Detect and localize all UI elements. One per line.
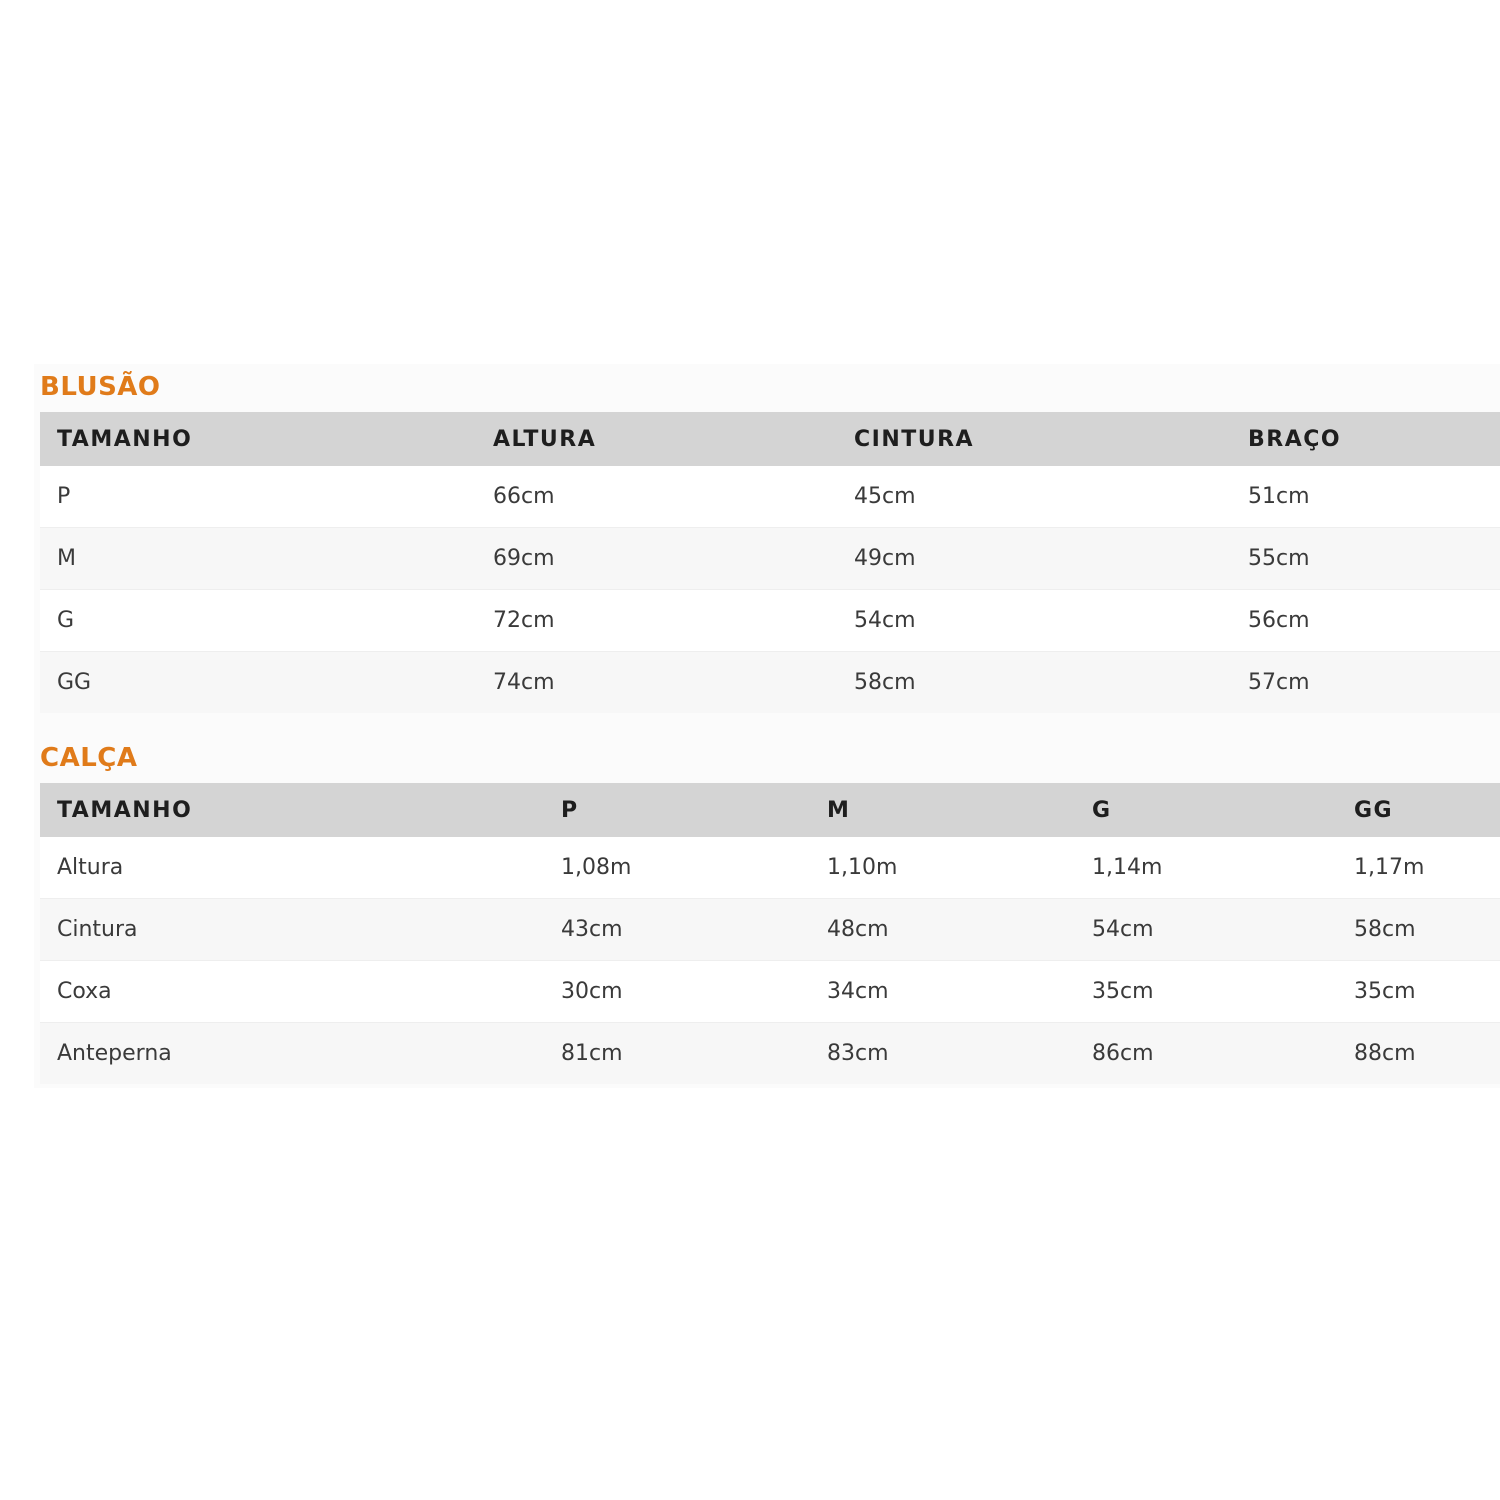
altura-cell: 74cm <box>476 652 837 714</box>
calca-header-g: G <box>1075 783 1337 837</box>
table-row <box>40 1023 1500 1085</box>
altura-cell: 72cm <box>476 590 837 652</box>
blusao-header-tamanho: TAMANHO <box>40 412 476 466</box>
blusao-title: BLUSÃO <box>40 372 161 402</box>
m-cell: 34cm <box>810 961 1075 1023</box>
calca-header-p: P <box>544 783 810 837</box>
cintura-cell: 49cm <box>837 528 1231 590</box>
size-cell: G <box>40 590 476 652</box>
braco-cell: 51cm <box>1231 466 1500 528</box>
table-row <box>40 961 1500 1023</box>
cintura-cell: 54cm <box>837 590 1231 652</box>
table-row <box>40 652 1500 714</box>
calca-header-row <box>40 783 1500 837</box>
calca-header-gg: GG <box>1337 783 1500 837</box>
gg-cell: 58cm <box>1337 899 1500 961</box>
blusao-size-table <box>40 412 1500 713</box>
calca-header-m: M <box>810 783 1075 837</box>
m-cell: 83cm <box>810 1023 1075 1085</box>
p-cell: 1,08m <box>544 837 810 899</box>
size-cell: P <box>40 466 476 528</box>
calca-header-tamanho: TAMANHO <box>40 783 544 837</box>
g-cell: 86cm <box>1075 1023 1337 1085</box>
blusao-header-braco: BRAÇO <box>1231 412 1500 466</box>
altura-cell: 69cm <box>476 528 837 590</box>
cintura-cell: 58cm <box>837 652 1231 714</box>
gg-cell: 88cm <box>1337 1023 1500 1085</box>
braco-cell: 56cm <box>1231 590 1500 652</box>
m-cell: 1,10m <box>810 837 1075 899</box>
p-cell: 43cm <box>544 899 810 961</box>
table-row <box>40 837 1500 899</box>
blusao-header-row <box>40 412 1500 466</box>
measure-cell: Altura <box>40 837 544 899</box>
size-cell: GG <box>40 652 476 714</box>
table-row <box>40 466 1500 528</box>
blusao-header-cintura: CINTURA <box>837 412 1231 466</box>
size-cell: M <box>40 528 476 590</box>
calca-title: CALÇA <box>40 743 138 773</box>
m-cell: 48cm <box>810 899 1075 961</box>
cintura-cell: 45cm <box>837 466 1231 528</box>
gg-cell: 1,17m <box>1337 837 1500 899</box>
table-row <box>40 590 1500 652</box>
g-cell: 1,14m <box>1075 837 1337 899</box>
measure-cell: Anteperna <box>40 1023 544 1085</box>
g-cell: 54cm <box>1075 899 1337 961</box>
measure-cell: Cintura <box>40 899 544 961</box>
g-cell: 35cm <box>1075 961 1337 1023</box>
altura-cell: 66cm <box>476 466 837 528</box>
braco-cell: 57cm <box>1231 652 1500 714</box>
table-row <box>40 899 1500 961</box>
braco-cell: 55cm <box>1231 528 1500 590</box>
calca-size-table <box>40 783 1500 1084</box>
p-cell: 30cm <box>544 961 810 1023</box>
table-row <box>40 528 1500 590</box>
measure-cell: Coxa <box>40 961 544 1023</box>
gg-cell: 35cm <box>1337 961 1500 1023</box>
p-cell: 81cm <box>544 1023 810 1085</box>
blusao-header-altura: ALTURA <box>476 412 837 466</box>
